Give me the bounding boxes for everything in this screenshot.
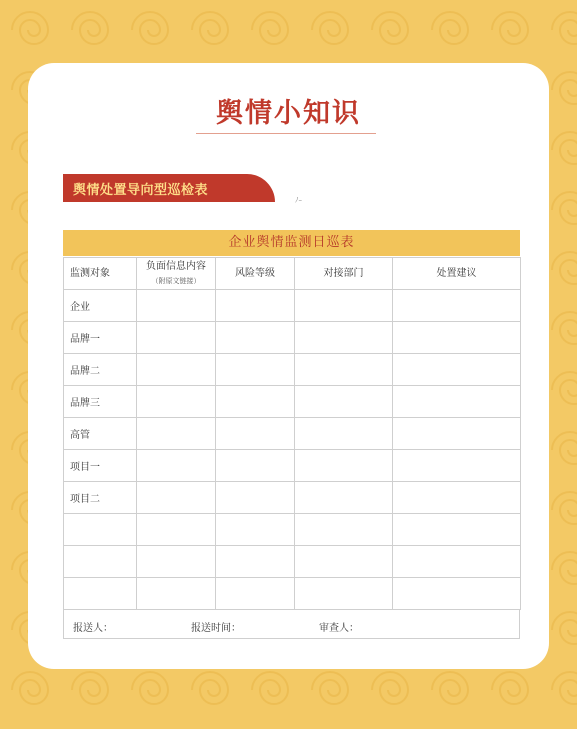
table-cell[interactable] bbox=[216, 354, 295, 386]
table-cell[interactable] bbox=[393, 386, 521, 418]
header-negative-info bbox=[137, 258, 216, 290]
table-cell[interactable] bbox=[216, 578, 295, 610]
table-cell[interactable] bbox=[137, 354, 216, 386]
row-label: 高管 bbox=[64, 418, 137, 450]
reporter-label: 报送人： bbox=[73, 623, 113, 634]
table-cell[interactable] bbox=[393, 482, 521, 514]
page-title: 舆情小知识 bbox=[216, 98, 361, 129]
row-label: 品牌三 bbox=[64, 386, 137, 418]
table-cell[interactable] bbox=[216, 322, 295, 354]
report-time-label: 报送时间： bbox=[191, 623, 241, 634]
table-cell[interactable] bbox=[137, 546, 216, 578]
row-label bbox=[64, 514, 137, 546]
table-cell[interactable] bbox=[295, 290, 393, 322]
table-cell[interactable] bbox=[393, 322, 521, 354]
table-row bbox=[64, 290, 521, 322]
table-cell[interactable] bbox=[295, 354, 393, 386]
table-cell[interactable] bbox=[216, 514, 295, 546]
header-negative-info-sub: （附原文链接） bbox=[151, 276, 201, 285]
header-negative-info-label: 负面信息内容 bbox=[146, 260, 206, 272]
header-monitor-target: 监测对象 bbox=[64, 258, 137, 290]
reviewer-label: 审查人： bbox=[319, 623, 359, 634]
table-row bbox=[64, 418, 521, 450]
table-cell[interactable] bbox=[216, 450, 295, 482]
table-cell[interactable] bbox=[393, 290, 521, 322]
table-cell[interactable] bbox=[137, 514, 216, 546]
table-cell[interactable] bbox=[393, 546, 521, 578]
signature-row bbox=[63, 609, 520, 639]
row-label bbox=[64, 578, 137, 610]
table-cell[interactable] bbox=[216, 418, 295, 450]
table-header-row bbox=[64, 258, 521, 290]
table-cell[interactable] bbox=[393, 578, 521, 610]
section-tab bbox=[63, 174, 275, 202]
header-risk-level: 风险等级 bbox=[216, 258, 295, 290]
header-suggestion: 处置建议 bbox=[393, 258, 521, 290]
table-cell[interactable] bbox=[137, 450, 216, 482]
table-cell[interactable] bbox=[137, 418, 216, 450]
row-label: 品牌一 bbox=[64, 322, 137, 354]
table-row bbox=[64, 514, 521, 546]
row-label bbox=[64, 546, 137, 578]
row-label: 企业 bbox=[64, 290, 137, 322]
table-row bbox=[64, 450, 521, 482]
patrol-table bbox=[63, 257, 521, 610]
table-cell[interactable] bbox=[295, 482, 393, 514]
table-row bbox=[64, 482, 521, 514]
table-row bbox=[64, 386, 521, 418]
table-caption: 企业舆情监测日巡表 bbox=[63, 230, 520, 256]
table-cell[interactable] bbox=[137, 482, 216, 514]
table-cell[interactable] bbox=[295, 546, 393, 578]
table-cell[interactable] bbox=[295, 418, 393, 450]
table-cell[interactable] bbox=[295, 514, 393, 546]
table-row bbox=[64, 354, 521, 386]
table-cell[interactable] bbox=[295, 322, 393, 354]
table-cell[interactable] bbox=[393, 514, 521, 546]
table-cell[interactable] bbox=[216, 546, 295, 578]
row-label: 项目一 bbox=[64, 450, 137, 482]
table-cell[interactable] bbox=[216, 482, 295, 514]
table-cell[interactable] bbox=[137, 386, 216, 418]
table-cell[interactable] bbox=[137, 290, 216, 322]
table-cell[interactable] bbox=[216, 290, 295, 322]
section-tab-label: 舆情处置导向型巡检表 bbox=[73, 183, 209, 198]
title-underline bbox=[196, 133, 376, 134]
table-cell[interactable] bbox=[393, 450, 521, 482]
table-cell[interactable] bbox=[137, 578, 216, 610]
table-cell[interactable] bbox=[393, 354, 521, 386]
table-row bbox=[64, 322, 521, 354]
table-cell[interactable] bbox=[295, 386, 393, 418]
row-label: 品牌二 bbox=[64, 354, 137, 386]
small-mark: ﾉ– bbox=[295, 196, 302, 204]
table-cell[interactable] bbox=[295, 578, 393, 610]
table-cell[interactable] bbox=[295, 450, 393, 482]
table-row bbox=[64, 578, 521, 610]
table-cell[interactable] bbox=[137, 322, 216, 354]
header-department: 对接部门 bbox=[295, 258, 393, 290]
row-label: 项目二 bbox=[64, 482, 137, 514]
table-cell[interactable] bbox=[393, 418, 521, 450]
table-cell[interactable] bbox=[216, 386, 295, 418]
table-row bbox=[64, 546, 521, 578]
